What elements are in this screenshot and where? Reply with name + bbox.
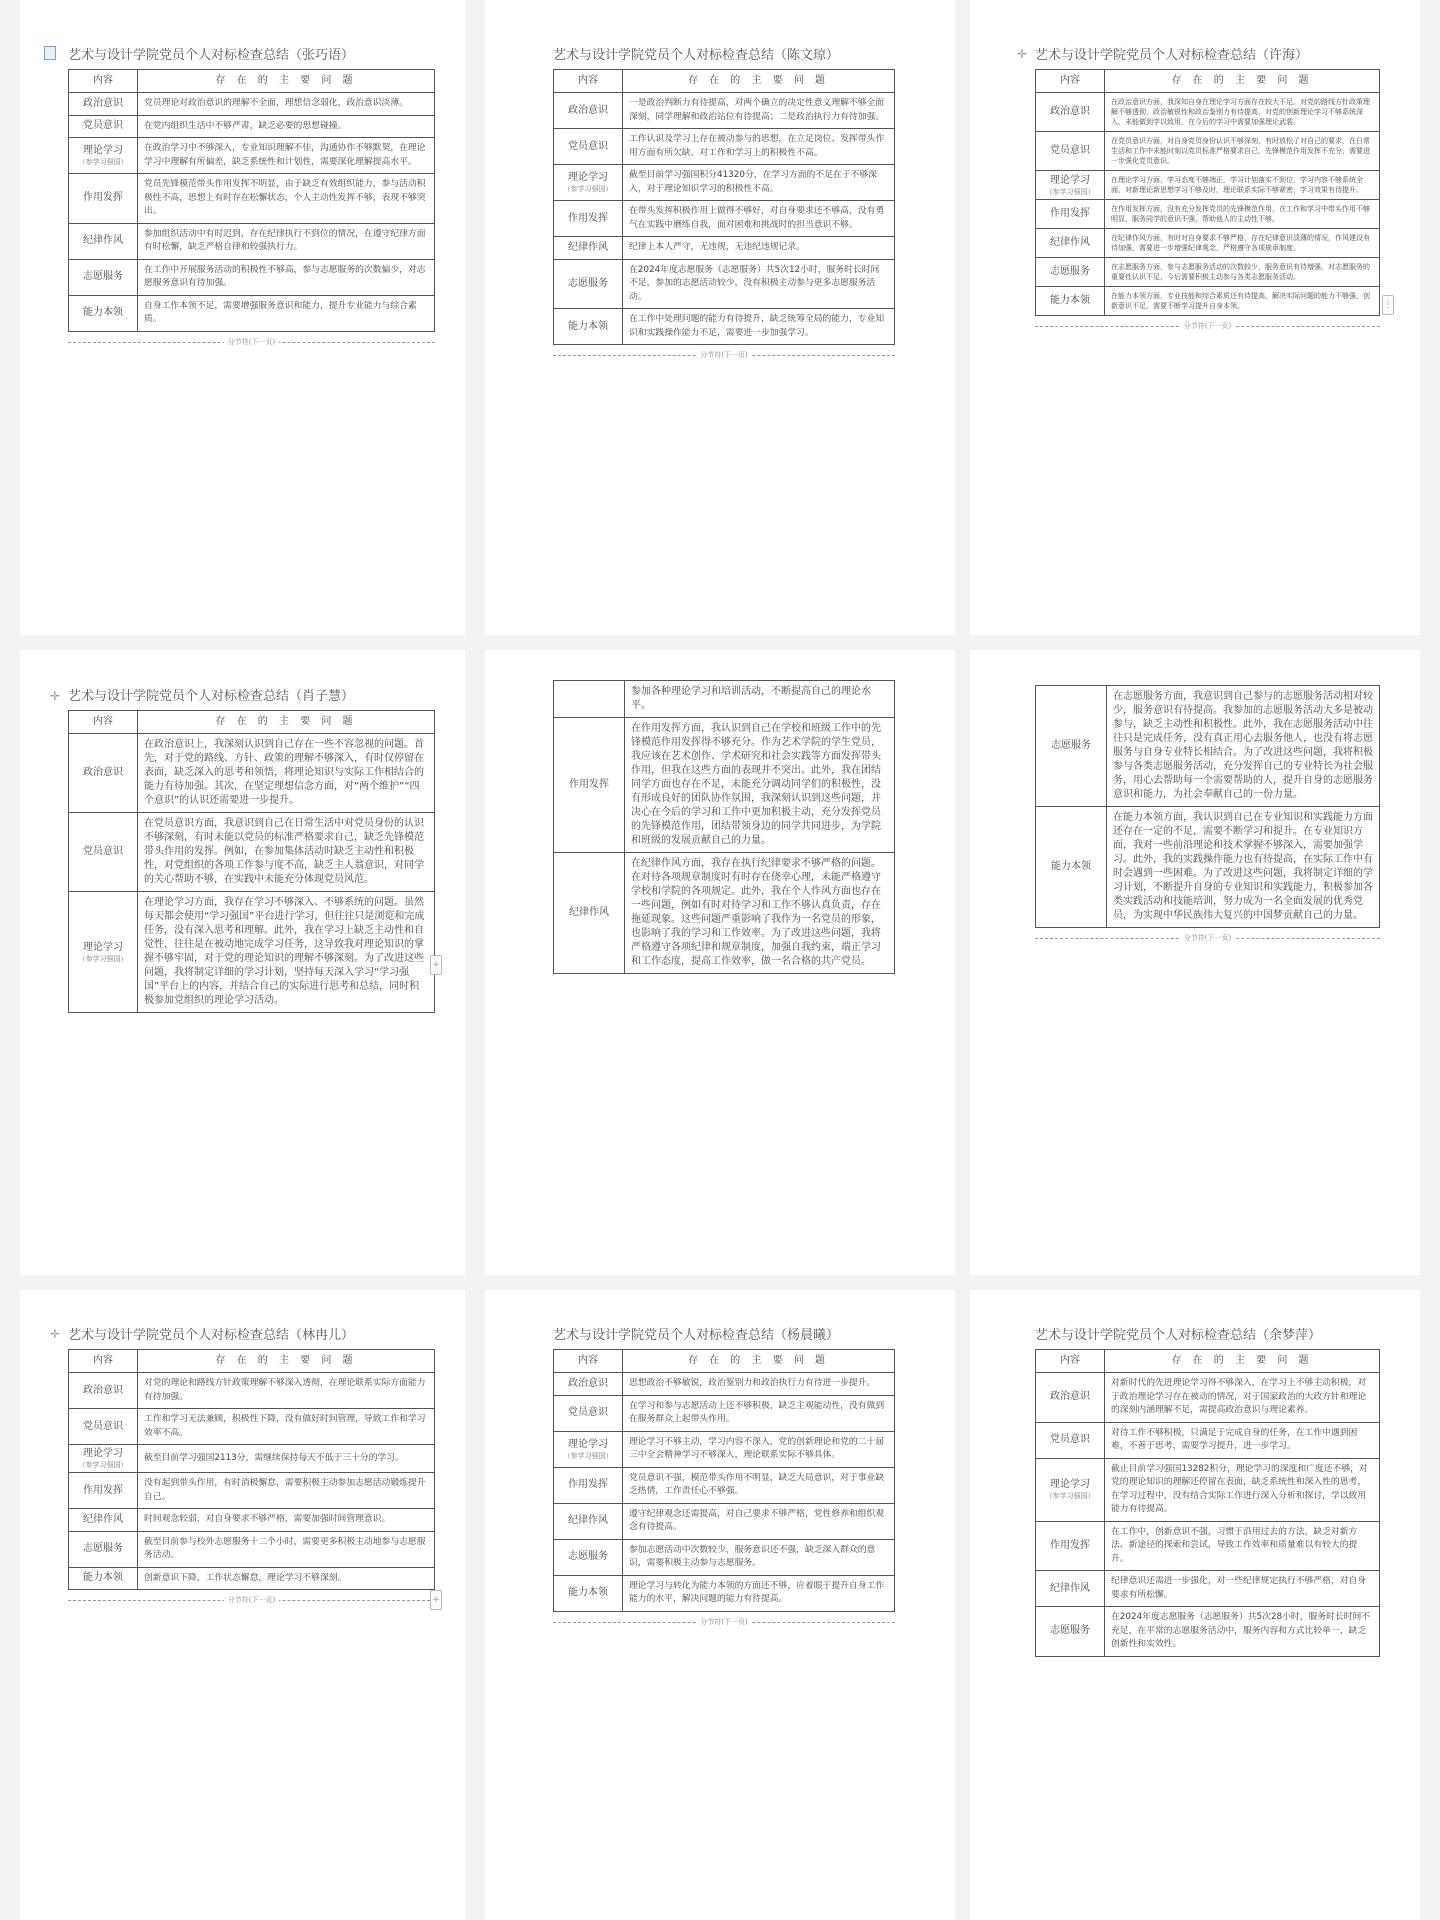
- report-table: [1035, 685, 1380, 928]
- row-problem-text[interactable]: 纪律意识还需进一步强化，对一些纪律规定执行不够严格，对自身要求有所松懈。: [1105, 1571, 1380, 1607]
- table-move-handle-icon[interactable]: ✛: [50, 689, 61, 703]
- table-row: [69, 734, 435, 813]
- header-problems-label: 存 在 的 主 要 问 题: [623, 70, 895, 93]
- report-table: [553, 680, 895, 974]
- row-category-label: [554, 1539, 623, 1575]
- table-row: [554, 165, 895, 201]
- page-title: 艺术与设计学院党员个人对标检查总结（张巧语）: [68, 48, 355, 63]
- row-category-label: [69, 1509, 138, 1532]
- row-category-label: [69, 1373, 138, 1409]
- category-text: 志愿服务: [568, 277, 608, 289]
- page-title: 艺术与设计学院党员个人对标检查总结（杨晨曦）: [553, 1328, 840, 1343]
- row-problem-text[interactable]: 在带头发挥积极作用上做得不够好，对自身要求还不够高，没有勇气在实践中磨练自我，面对困难和挑战时的担当意识不够。: [623, 201, 895, 237]
- row-problem-text[interactable]: 自身工作本领不足，需要增强服务意识和能力，提升专业能力与综合素质。: [138, 295, 435, 331]
- row-category-label: [554, 1575, 623, 1611]
- row-problem-text[interactable]: 遵守纪律观念还需提高，对自己要求不够严格，党性修养和组织观念有待提高。: [623, 1503, 895, 1539]
- row-category-label: [69, 259, 138, 295]
- page-side-handle[interactable]: +: [430, 1590, 442, 1610]
- category-text: 纪律作风: [569, 907, 609, 918]
- section-break: 分节符(下一页): [68, 1600, 435, 1611]
- page-title: 艺术与设计学院党员个人对标检查总结（余梦萍）: [1035, 1328, 1322, 1343]
- header-problems-label: 存 在 的 主 要 问 题: [623, 1350, 895, 1373]
- category-text: 作用发挥: [568, 1479, 608, 1490]
- row-category-label: [69, 813, 138, 892]
- category-text: 理论学习: [1050, 1479, 1090, 1490]
- category-text: 志愿服务: [1050, 1625, 1090, 1637]
- page-title: 艺术与设计学院党员个人对标检查总结（陈文琼）: [553, 48, 840, 63]
- header-content-label: 内容: [69, 711, 138, 734]
- category-text: 作用发挥: [1050, 208, 1090, 219]
- category-text: 能力本领: [568, 320, 608, 332]
- row-problem-text[interactable]: 理论学习与转化为能力本领的方面还不够，应着眼于提升自身工作能力的水平，解决问题的能力有待提高。: [623, 1575, 895, 1611]
- category-text: 理论学习: [1050, 174, 1090, 186]
- category-note: （参学习强国）: [78, 158, 128, 166]
- document-page-8: [485, 1290, 955, 1920]
- row-category-label: [1036, 287, 1105, 316]
- row-problem-text[interactable]: 创新意识下降，工作状态懈怠，理论学习不够深刻。: [138, 1567, 435, 1590]
- category-text: 党员意识: [83, 1420, 123, 1432]
- table-header-row: [554, 1350, 895, 1373]
- row-problem-text[interactable]: 截至目前学习强国积分41320分，在学习方面的不足在于不够深入，对于理论知识学习的积极性不高。: [623, 165, 895, 201]
- header-content-label: 内容: [1036, 1350, 1105, 1373]
- row-category-label: [1036, 1373, 1105, 1423]
- table-header-row: [69, 1350, 435, 1373]
- row-category-label: [1036, 1458, 1105, 1521]
- row-category-label: [1036, 1422, 1105, 1458]
- category-text: 志愿服务: [1051, 740, 1091, 751]
- table-row: [554, 718, 895, 853]
- table-move-handle-icon[interactable]: ✛: [50, 1327, 61, 1341]
- category-note: （参学习强国）: [563, 185, 613, 193]
- category-text: 党员意识: [568, 140, 608, 152]
- table-row: [1036, 171, 1380, 200]
- table-row: [1036, 229, 1380, 258]
- row-category-label: [554, 718, 625, 853]
- row-category-label: [554, 237, 623, 260]
- header-problems-label: 存 在 的 主 要 问 题: [1105, 1350, 1380, 1373]
- category-text: 政治意识: [568, 1377, 608, 1389]
- category-text: 作用发挥: [568, 212, 608, 224]
- row-problem-text[interactable]: 工作认识及学习上存在被动参与的思想，在立足岗位、发挥带头作用方面有所欠缺，对工作和学习上的积极性不高。: [623, 129, 895, 165]
- table-row: [554, 1575, 895, 1611]
- row-category-label: [554, 1395, 623, 1431]
- row-category-label: [1036, 258, 1105, 287]
- row-category-label: [69, 1409, 138, 1445]
- report-table: [68, 710, 435, 1013]
- category-text: 政治意识: [83, 1384, 123, 1396]
- row-problem-text[interactable]: 在工作中处理问题的能力有待提升，缺乏统筹全局的能力，专业知识和实践操作能力不足，需要进一步加强学习。: [623, 309, 895, 345]
- row-category-label: [1036, 93, 1105, 132]
- row-problem-text[interactable]: 在志愿服务方面，我意识到自己参与的志愿服务活动相对较少，服务意识有待提高。我参加的志愿服务活动大多是被动参与，缺乏主动性和积极性。此外，我在志愿服务活动中往往只是完成任务，没有真正用心去服务他人，也没有将志愿服务与自身专业特长相结合。为了改进这些问题，我将积极参与各类志愿服务活动，充分发挥自己的专业特长为社会服务，用心去帮助每一个需要帮助的人，提升自身的志愿服务意识和能力，为社会奉献自己的一份力量。: [1107, 686, 1380, 807]
- header-problems-label: 存 在 的 主 要 问 题: [138, 711, 435, 734]
- report-table: [553, 1349, 895, 1612]
- document-page-1: [20, 0, 465, 635]
- table-row: [1036, 1521, 1380, 1571]
- row-problem-text[interactable]: 在理论学习方面，学习态度不够端正，学习计划落实不到位，学习内容不够系统全面，对新理论新思想学习不够及时，理论联系实际不够紧密，学习效果有待提升。: [1105, 171, 1380, 200]
- category-text: 党员意识: [83, 846, 123, 857]
- report-table: [68, 1349, 435, 1590]
- table-row: [554, 93, 895, 129]
- row-problem-text[interactable]: 参加组织活动中有时迟到，存在纪律执行不到位的情况，在遵守纪律方面有时松懈，缺乏严格自律和较强执行力。: [138, 223, 435, 259]
- category-text: 纪律作风: [568, 241, 608, 253]
- row-problem-text[interactable]: 在作用发挥方面，我认识到自己在学校和班级工作中的先锋模范作用发挥得不够充分。作为艺术学院的学生党员，我应该在艺术创作、学术研究和社会实践等方面发挥带头作用，但我在这些方面的表现并不突出。此外，我在团结同学方面也存在不足，未能充分调动同学们的积极性，没有形成良好的团队协作氛围，我深刻认识到这些问题，并决心在今后的学习和工作中更加积极主动，充分发挥党员的先锋模范作用，团结带领身边的同学共同进步，为学院和班级的发展贡献自己的力量。: [625, 718, 895, 853]
- table-row: [1036, 258, 1380, 287]
- table-header-row: [1036, 1350, 1380, 1373]
- category-text: 志愿服务: [1050, 266, 1090, 277]
- row-category-label: [69, 138, 138, 174]
- category-text: 能力本领: [1050, 295, 1090, 306]
- row-category-label: [69, 1445, 138, 1473]
- row-category-label: [69, 1567, 138, 1590]
- row-category-label: [554, 681, 625, 718]
- page-side-handle[interactable]: +: [430, 955, 442, 975]
- row-problem-text[interactable]: 在纪律作风方面，我存在执行纪律要求不够严格的问题。在对待各项规章制度时有时存在侥幸心理，未能严格遵守学校和学院的各项规定。此外，我在个人作风方面也存在一些问题，例如有时对待学习和工作不够认真负责，存在拖延现象。这些问题严重影响了我作为一名党员的形象，也影响了我的学习和工作效率。为了改进这些问题，我将严格遵守各项纪律和规章制度，加强自我约束，端正学习和工作态度，提高工作效率，做一名合格的共产党员。: [625, 853, 895, 974]
- table-row: [1036, 1373, 1380, 1423]
- table-row: [69, 1445, 435, 1473]
- row-problem-text[interactable]: 一是政治判断力有待提高，对两个确立的决定性意义理解不够全面深刻，同学理解和政治站位有待提高；二是政治执行力有待加强。: [623, 93, 895, 129]
- row-problem-text[interactable]: 参加各种理论学习和培训活动，不断提高自己的理论水平。: [625, 681, 895, 718]
- table-row: [69, 892, 435, 1013]
- table-row: [69, 138, 435, 174]
- report-table: [1035, 69, 1380, 316]
- table-row: [69, 1473, 435, 1509]
- page-title: 艺术与设计学院党员个人对标检查总结（林冉儿）: [68, 1328, 355, 1343]
- row-problem-text[interactable]: 在2024年度志愿服务（志愿服务）共5次28小时，服务时长时间不充足，在平常的志愿服务活动中，服务内容和方式比较单一，缺乏创新性和实效性。: [1105, 1607, 1380, 1657]
- document-icon: [44, 46, 56, 60]
- table-row: [69, 174, 435, 224]
- table-row: [1036, 1571, 1380, 1607]
- row-category-label: [1036, 200, 1105, 229]
- category-note: （参学习强国）: [78, 1461, 128, 1469]
- row-problem-text[interactable]: 工作和学习无法兼顾，积极性下降，没有做好时间管理，导致工作和学习效率不高。: [138, 1409, 435, 1445]
- row-problem-text[interactable]: 在2024年度志愿服务（志愿服务）共5次12小时，服务时长时间不足，参加的志愿活动较少，没有积极主动参与更多志愿服务活动。: [623, 259, 895, 309]
- table-row: [69, 1509, 435, 1532]
- header-content-label: 内容: [69, 70, 138, 93]
- category-text: 志愿服务: [568, 1551, 608, 1562]
- row-category-label: [554, 1431, 623, 1467]
- row-category-label: [69, 734, 138, 813]
- category-text: 志愿服务: [83, 1543, 123, 1554]
- category-text: 政治意识: [83, 767, 123, 778]
- category-text: 志愿服务: [83, 271, 123, 282]
- row-category-label: [1036, 132, 1105, 171]
- category-text: 理论学习: [568, 1438, 608, 1450]
- table-row: [1036, 686, 1380, 807]
- category-note: （参学习强国）: [1045, 187, 1095, 196]
- table-row: [554, 681, 895, 718]
- table-move-handle-icon[interactable]: ✛: [1017, 47, 1028, 61]
- header-content-label: 内容: [554, 70, 623, 93]
- row-problem-text[interactable]: 对新时代的先进理论学习得不够深入，在学习上不够主动积极，对于政治理论学习存在被动的情况，对于国家政治的大政方针和理论的深刻内涵理解不足，需提高政治意识与理论素养。: [1105, 1373, 1380, 1423]
- table-row: [554, 1467, 895, 1503]
- report-table: [553, 69, 895, 345]
- category-text: 能力本领: [568, 1587, 608, 1598]
- row-problem-text[interactable]: 在学习和参与志愿活动上还不够积极，缺乏主观能动性，没有做到在服务群众上起带头作用。: [623, 1395, 895, 1431]
- section-break: 分节符(下一页): [1035, 326, 1380, 337]
- document-page-5: [485, 650, 955, 1275]
- row-category-label: [69, 1473, 138, 1509]
- row-category-label: [1036, 1571, 1105, 1607]
- page-title: 艺术与设计学院党员个人对标检查总结（许海）: [1035, 48, 1309, 63]
- row-category-label: [69, 115, 138, 138]
- row-category-label: [69, 892, 138, 1013]
- row-category-label: [554, 309, 623, 345]
- row-problem-text[interactable]: 在志愿服务方面，参与志愿服务活动的次数较少，服务意识有待增强，对志愿服务的重要性认识不足，今后需要积极主动参与各类志愿服务活动。: [1105, 258, 1380, 287]
- category-text: 党员意识: [1050, 145, 1090, 156]
- category-text: 作用发挥: [83, 1484, 123, 1496]
- category-text: 作用发挥: [83, 192, 123, 204]
- row-problem-text[interactable]: 理论学习不够主动，学习内容不深入，党的创新理论和党的二十届三中全会精神学习不够深入，理论联系实际不够具体。: [623, 1431, 895, 1467]
- row-problem-text[interactable]: 对待工作不够积极，只满足于完成自身的任务，在工作中遇到困难，不善于思考，需要学习提升，进一步学习。: [1105, 1422, 1380, 1458]
- row-problem-text[interactable]: 在工作中开展服务活动的积极性不够高，参与志愿服务的次数偏少，对志愿服务意识有待加强。: [138, 259, 435, 295]
- row-problem-text[interactable]: 时间观念较弱，对自身要求不够严格，需要加强时间管理意识。: [138, 1509, 435, 1532]
- category-text: 理论学习: [83, 145, 123, 156]
- category-text: 能力本领: [1051, 861, 1091, 872]
- header-content-label: 内容: [1036, 70, 1105, 93]
- row-problem-text[interactable]: 在作用发挥方面，没有充分发挥党员的先锋模范作用，在工作和学习中带头作用不够明显，服务同学的意识不强，帮助他人的主动性不够。: [1105, 200, 1380, 229]
- category-text: 纪律作风: [83, 1513, 123, 1525]
- row-category-label: [69, 1531, 138, 1567]
- row-problem-text[interactable]: 党员意识不强，模范带头作用不明显，缺乏大局意识，对于事业缺乏热情，工作责任心不够强。: [623, 1467, 895, 1503]
- table-row: [1036, 93, 1380, 132]
- category-text: 纪律作风: [1050, 237, 1090, 248]
- row-category-label: [1036, 171, 1105, 200]
- row-problem-text[interactable]: 在党员意识方面，对自身党员身份认识不够深刻，有时放松了对自己的要求，在日常生活和工作中未能时刻以党员标准严格要求自己，先锋模范作用发挥不充分，需要进一步强化党员意识。: [1105, 132, 1380, 171]
- table-row: [1036, 1607, 1380, 1657]
- category-text: 政治意识: [1050, 1391, 1090, 1403]
- category-text: 政治意识: [568, 104, 608, 116]
- table-row: [1036, 1422, 1380, 1458]
- header-content-label: 内容: [554, 1350, 623, 1373]
- category-text: 纪律作风: [1050, 1582, 1090, 1594]
- row-category-label: [554, 129, 623, 165]
- row-problem-text[interactable]: 思想政治不够敏锐，政治鉴别力和政治执行力有待进一步提升。: [623, 1373, 895, 1396]
- document-page-6: [970, 650, 1420, 1275]
- category-text: 党员意识: [1050, 1434, 1090, 1445]
- section-break: 分节符(下一页): [68, 342, 435, 353]
- row-problem-text[interactable]: 纪律上本人严守，无违规，无违纪违规记录。: [623, 237, 895, 260]
- page-side-handle[interactable]: ⋮: [1382, 295, 1394, 315]
- row-category-label: [554, 259, 623, 309]
- category-text: 能力本领: [83, 307, 123, 318]
- table-row: [554, 853, 895, 974]
- table-row: [554, 201, 895, 237]
- category-text: 理论学习: [83, 1448, 123, 1459]
- table-row: [554, 1373, 895, 1396]
- table-header-row: [69, 711, 435, 734]
- table-row: [69, 1567, 435, 1590]
- table-row: [554, 1395, 895, 1431]
- table-row: [1036, 287, 1380, 316]
- section-break: 分节符(下一页): [553, 1622, 895, 1633]
- row-problem-text[interactable]: 在党员意识方面，我意识到自己在日常生活中对党员身份的认识不够深刻，有时未能以党员的标准严格要求自己，缺乏先锋模范带头作用的发挥。例如，在参加集体活动时缺乏主动性和积极性，对党组织的各项工作参与度不高，缺乏主人翁意识，对同学的关心帮助不够，在实践中未能充分体现党员风范。: [138, 813, 435, 892]
- row-category-label: [69, 223, 138, 259]
- row-problem-text[interactable]: 参加志愿活动中次数较少，服务意识还不强，缺乏深入群众的意识，需要积极主动参与志愿服务。: [623, 1539, 895, 1575]
- table-row: [69, 1409, 435, 1445]
- category-text: 作用发挥: [1050, 1539, 1090, 1551]
- table-row: [69, 115, 435, 138]
- row-problem-text[interactable]: 党员理论对政治意识的理解不全面，理想信念弱化，政治意识淡薄。: [138, 93, 435, 116]
- row-category-label: [1036, 686, 1107, 807]
- table-row: [69, 93, 435, 116]
- report-table: [1035, 1349, 1380, 1657]
- table-row: [554, 237, 895, 260]
- document-page-7: [20, 1290, 465, 1920]
- table-row: [554, 1431, 895, 1467]
- table-header-row: [554, 70, 895, 93]
- category-text: 党员意识: [568, 1407, 608, 1418]
- category-text: 理论学习: [568, 172, 608, 183]
- row-problem-text[interactable]: 在政治学习中不够深入，专业知识理解不佳，沟通协作不够默契，在理论学习中理解有所偏差，缺乏系统性和计划性，需要深化理解提高水平。: [138, 138, 435, 174]
- category-text: 能力本领: [83, 1572, 123, 1584]
- table-row: [554, 1503, 895, 1539]
- table-row: [554, 259, 895, 309]
- row-problem-text[interactable]: 党员先锋模范带头作用发挥不明显，由于缺乏有效组织能力，参与活动积极性不高，思想上有时存在松懈状态，个人主动性发挥不够，表现不够突出。: [138, 174, 435, 224]
- table-row: [69, 1373, 435, 1409]
- row-category-label: [554, 1373, 623, 1396]
- row-problem-text[interactable]: 对党的理论和路线方针政策理解不够深入透彻，在理论联系实际方面能力有待加强。: [138, 1373, 435, 1409]
- category-note: （参学习强国）: [1045, 1492, 1095, 1500]
- category-text: 政治意识: [1050, 106, 1090, 117]
- row-category-label: [69, 93, 138, 116]
- row-problem-text[interactable]: 在能力本领方面，我认识到自己在专业知识和实践能力方面还存在一定的不足，需要不断学习和提升。在专业知识方面，我对一些前沿理论和技术掌握不够深入，需要加强学习。此外，我的实践操作能力也有待提高，在实际工作中有时会遇到一些困难。为了改进这些问题，我将制定详细的学习计划，不断提升自身的专业知识和实践能力，积极参加各类实践活动和技能培训，努力成为一名全面发展的优秀党员，为实现中华民族伟大复兴的中国梦贡献自己的力量。: [1107, 807, 1380, 928]
- row-problem-text[interactable]: 截至目前参与校外志愿服务十二个小时，需要更多积极主动地参与志愿服务活动。: [138, 1531, 435, 1567]
- header-problems-label: 存 在 的 主 要 问 题: [138, 70, 435, 93]
- document-page-3: [970, 0, 1420, 635]
- table-row: [69, 813, 435, 892]
- table-row: [554, 129, 895, 165]
- row-problem-text[interactable]: 截至目前学习强国2113分，需继续保持每天不低于三十分的学习。: [138, 1445, 435, 1473]
- category-text: 纪律作风: [568, 1515, 608, 1526]
- row-category-label: [1036, 807, 1107, 928]
- row-category-label: [69, 295, 138, 331]
- row-category-label: [1036, 1521, 1105, 1571]
- section-break: 分节符(下一页): [553, 355, 895, 366]
- row-problem-text[interactable]: 截止目前学习强国13282积分，理论学习的深度和广度还不够，对党的理论知识的理解还停留在表面，缺乏系统性和深入性的思考，在学习过程中，没有结合实际工作进行深入分析和探讨，学以致用能力有待提高。: [1105, 1458, 1380, 1521]
- section-break: 分节符(下一页): [1035, 938, 1380, 949]
- header-content-label: 内容: [69, 1350, 138, 1373]
- row-problem-text[interactable]: 在纪律作风方面，有时对自身要求不够严格，存在纪律意识淡薄的情况，作风建设有待加强，需要进一步增强纪律观念，严格遵守各项规章制度。: [1105, 229, 1380, 258]
- row-category-label: [554, 853, 625, 974]
- category-note: （参学习强国）: [78, 954, 128, 963]
- row-category-label: [554, 1503, 623, 1539]
- row-problem-text[interactable]: 在能力本领方面，专业技能和综合素质还有待提高，解决实际问题的能力不够强，创新意识不足，需要不断学习提升自身本领。: [1105, 287, 1380, 316]
- category-note: （参学习强国）: [563, 1451, 613, 1460]
- row-category-label: [1036, 229, 1105, 258]
- table-row: [69, 259, 435, 295]
- row-category-label: [554, 1467, 623, 1503]
- table-row: [554, 309, 895, 345]
- row-category-label: [1036, 1607, 1105, 1657]
- row-category-label: [554, 93, 623, 129]
- category-text: 纪律作风: [83, 235, 123, 246]
- row-problem-text[interactable]: 没有起到带头作用，有时消极懈怠，需要积极主动参加志愿活动锻炼提升自己。: [138, 1473, 435, 1509]
- table-row: [69, 295, 435, 331]
- table-row: [69, 1531, 435, 1567]
- table-row: [69, 223, 435, 259]
- table-row: [1036, 200, 1380, 229]
- category-text: 党员意识: [83, 120, 123, 132]
- row-category-label: [554, 201, 623, 237]
- report-table: [68, 69, 435, 332]
- row-problem-text[interactable]: 在理论学习方面，我存在学习不够深入、不够系统的问题。虽然每天都会使用“学习强国”平台进行学习，但往往只是浏览和完成任务，没有深入思考和理解。此外，我在学习上缺乏主动性和自觉性，往往是在被动地完成学习任务，这导致我对理论知识的掌握不够牢固，对于党的理论知识的理解不够深刻。为了改进这些问题，我将制定详细的学习计划，坚持每天深入学习“学习强国”平台上的内容，并结合自己的实际进行思考和总结，同时积极参加党组织的理论学习活动。: [138, 892, 435, 1013]
- row-category-label: [69, 174, 138, 224]
- table-row: [554, 1539, 895, 1575]
- document-page-4: [20, 650, 465, 1275]
- header-problems-label: 存 在 的 主 要 问 题: [1105, 70, 1380, 93]
- document-page-2: [485, 0, 955, 635]
- category-text: 作用发挥: [569, 779, 609, 790]
- category-text: 政治意识: [83, 97, 123, 109]
- row-problem-text[interactable]: 在政治意识上，我深刻认识到自己存在一些不容忽视的问题。首先，对于党的路线、方针、政策的理解不够深入，有时仅停留在表面，缺乏深入的思考和领悟，将理论知识与实际工作相结合的能力有待加强。其次，在坚定理想信念方面，对“两个维护”“四个意识”的认识还需要进一步提升。: [138, 734, 435, 813]
- table-header-row: [1036, 70, 1380, 93]
- header-problems-label: 存 在 的 主 要 问 题: [138, 1350, 435, 1373]
- table-row: [1036, 807, 1380, 928]
- document-page-9: [970, 1290, 1420, 1920]
- category-text: 理论学习: [83, 941, 123, 953]
- row-problem-text[interactable]: 在党内组织生活中不够严肃，缺乏必要的思想碰撞。: [138, 115, 435, 138]
- table-header-row: [69, 70, 435, 93]
- row-category-label: [554, 165, 623, 201]
- row-problem-text[interactable]: 在政治意识方面，我深知自身在理论学习方面存在较大不足。对党的路线方针政策理解不够透彻，政治敏锐性和政治鉴别力有待提高，对党的创新理论学习不够系统深入，未能做到学以致用，在今后的学习中需要加强理论武装。: [1105, 93, 1380, 132]
- table-row: [1036, 1458, 1380, 1521]
- page-title: 艺术与设计学院党员个人对标检查总结（肖子慧）: [68, 689, 355, 704]
- table-row: [1036, 132, 1380, 171]
- row-problem-text[interactable]: 在工作中，创新意识不强，习惯于沿用过去的方法，缺乏对新方法、新途径的探索和尝试，导致工作效率和质量难以有较大的提升。: [1105, 1521, 1380, 1571]
